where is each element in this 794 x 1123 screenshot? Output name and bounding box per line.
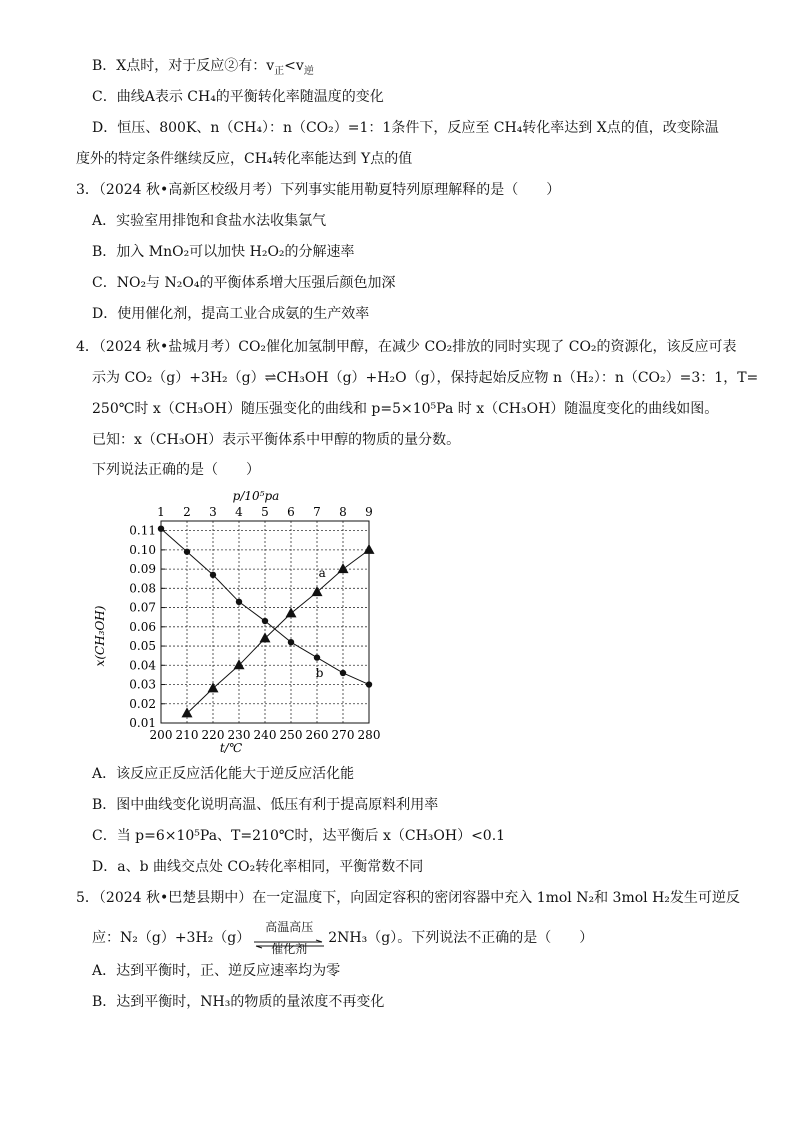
q4-option-d: D．a、b 曲线交点处 CO₂转化率相同，平衡常数不同 [92,859,424,875]
x-tick-label: 280 [357,728,381,742]
series-label-b: b [315,665,324,680]
x-tick-label: 220 [201,728,225,742]
option-c-line: C．曲线A表示 CH₄的平衡转化率随温度的变化 [92,89,384,105]
circle-marker [366,681,372,687]
x-tick-label: 270 [331,728,355,742]
triangle-marker [260,632,271,642]
triangle-marker [364,544,375,554]
y-tick-label: 0.07 [129,600,156,615]
circle-marker [314,654,320,660]
x-tick-label: 260 [305,728,329,742]
top-tick-label: 7 [313,505,321,519]
top-tick-label: 3 [209,505,217,519]
circle-marker [184,549,190,555]
y-tick-label: 0.09 [129,562,156,577]
q3-option-c: C．NO₂与 N₂O₄的平衡体系增大压强后颜色加深 [92,275,396,291]
option-d-line: D．恒压、800K、n（CH₄）：n（CO₂）=1：1条件下，反应至 CH₄转化率达到 X点的值，改变除温 [92,120,719,136]
x-tick-labels [150,728,381,742]
question-5-equation [92,920,593,956]
q3-option-d: D．使用催化剂，提高工业合成氨的生产效率 [92,306,370,322]
circle-marker [340,670,346,676]
top-tick-label: 5 [261,505,269,519]
text: <v [284,58,304,74]
reversible-arrow-icon [252,934,326,942]
y-tick-label: 0.02 [129,696,156,711]
question-5-stem: 5．（2024 秋•巴楚县期中）在一定温度下，向固定容积的密闭容器中充入 1mol N₂和 3mol H₂发生可逆反 [76,890,740,906]
triangle-marker [182,707,193,717]
circle-marker [236,599,242,605]
option-b-line [92,56,314,76]
top-axis-label: p/10⁵pa [232,489,280,503]
option-d-continuation: 度外的特定条件继续反应，CH₄转化率能达到 Y点的值 [76,151,413,167]
top-tick-label: 4 [235,505,243,519]
equation-right: 2NH₃（g）。下列说法不正确的是（ ） [328,930,594,946]
top-tick-label: 8 [339,505,347,519]
q4-option-b: B．图中曲线变化说明高温、低压有利于提高原料利用率 [92,797,439,813]
y-tick-labels [129,524,165,730]
question-3-stem: 3．（2024 秋•高新区校级月考）下列事实能用勒夏特列原理解释的是（ ） [76,182,561,198]
text: B．X点时，对于反应②有：v [92,58,275,74]
condition-bottom: 催化剂 [271,942,308,956]
reaction-conditions [252,920,326,956]
q4-option-a: A．该反应正反应活化能大于逆反应活化能 [92,766,355,782]
top-tick-label: 9 [365,505,373,519]
subscript: 逆 [303,65,314,77]
y-tick-label: 0.11 [129,523,156,538]
question-4-known: 已知：x（CH₃OH）表示平衡体系中甲醇的物质的量分数。 [92,432,461,448]
triangle-marker [338,563,349,573]
circle-marker [262,618,268,624]
y-tick-label: 0.04 [129,658,156,673]
question-4-stem-3: 250℃时 x（CH₃OH）随压强变化的曲线和 p=5×10⁵Pa 时 x（CH₃OH）随温度变化的曲线如图。 [92,401,719,417]
series-label-a: a [318,565,326,580]
question-4-stem-2: 示为 CO₂（g）+3H₂（g）⇌CH₃OH（g）+H₂O（g），保持起始反应物 n（H₂）：n（CO₂）=3：1，T= [92,370,759,386]
triangle-marker [312,586,323,596]
condition-top: 高温高压 [265,920,314,934]
y-tick-label: 0.08 [129,581,156,596]
methanol-fraction-chart [76,486,381,756]
x-tick-label: 240 [253,728,277,742]
x-tick-label: 250 [279,728,303,742]
y-tick-label: 0.06 [129,619,156,634]
q5-option-b: B．达到平衡时，NH₃的物质的量浓度不再变化 [92,994,385,1010]
circle-marker [288,639,294,645]
question-4-prompt: 下列说法正确的是（ ） [92,462,260,478]
top-tick-label: 6 [287,505,295,519]
top-tick-label: 1 [157,505,165,519]
q5-option-a: A．达到平衡时，正、逆反应速率均为零 [92,963,341,979]
equation-left: 应：N₂（g）+3H₂（g） [92,930,251,946]
x-tick-label: 210 [175,728,199,742]
q3-option-b: B．加入 MnO₂可以加快 H₂O₂的分解速率 [92,244,355,260]
question-4-stem: 4．（2024 秋•盐城月考）CO₂催化加氢制甲醇，在减少 CO₂排放的同时实现了 CO₂的资源化，该反应可表 [76,339,737,355]
chart-svg [76,486,381,756]
x-tick-label: 230 [227,728,251,742]
x-axis-label: t/℃ [219,741,243,755]
top-tick-labels [157,505,373,519]
y-axis-label: x(CH₃OH) [93,605,107,667]
y-tick-label: 0.10 [129,542,156,557]
y-tick-label: 0.01 [129,716,156,730]
circle-marker [210,572,216,578]
y-tick-label: 0.05 [129,639,156,654]
q4-option-c: C．当 p=6×10⁵Pa、T=210℃时，达平衡后 x（CH₃OH）<0.1 [92,828,506,844]
y-tick-label: 0.03 [129,677,156,692]
x-tick-label: 200 [149,728,173,742]
q3-option-a: A．实验室用排饱和食盐水法收集氯气 [92,213,327,229]
triangle-marker [286,607,297,617]
triangle-marker [208,682,219,692]
circle-marker [158,525,164,531]
top-tick-label: 2 [183,505,191,519]
subscript: 正 [274,65,285,77]
